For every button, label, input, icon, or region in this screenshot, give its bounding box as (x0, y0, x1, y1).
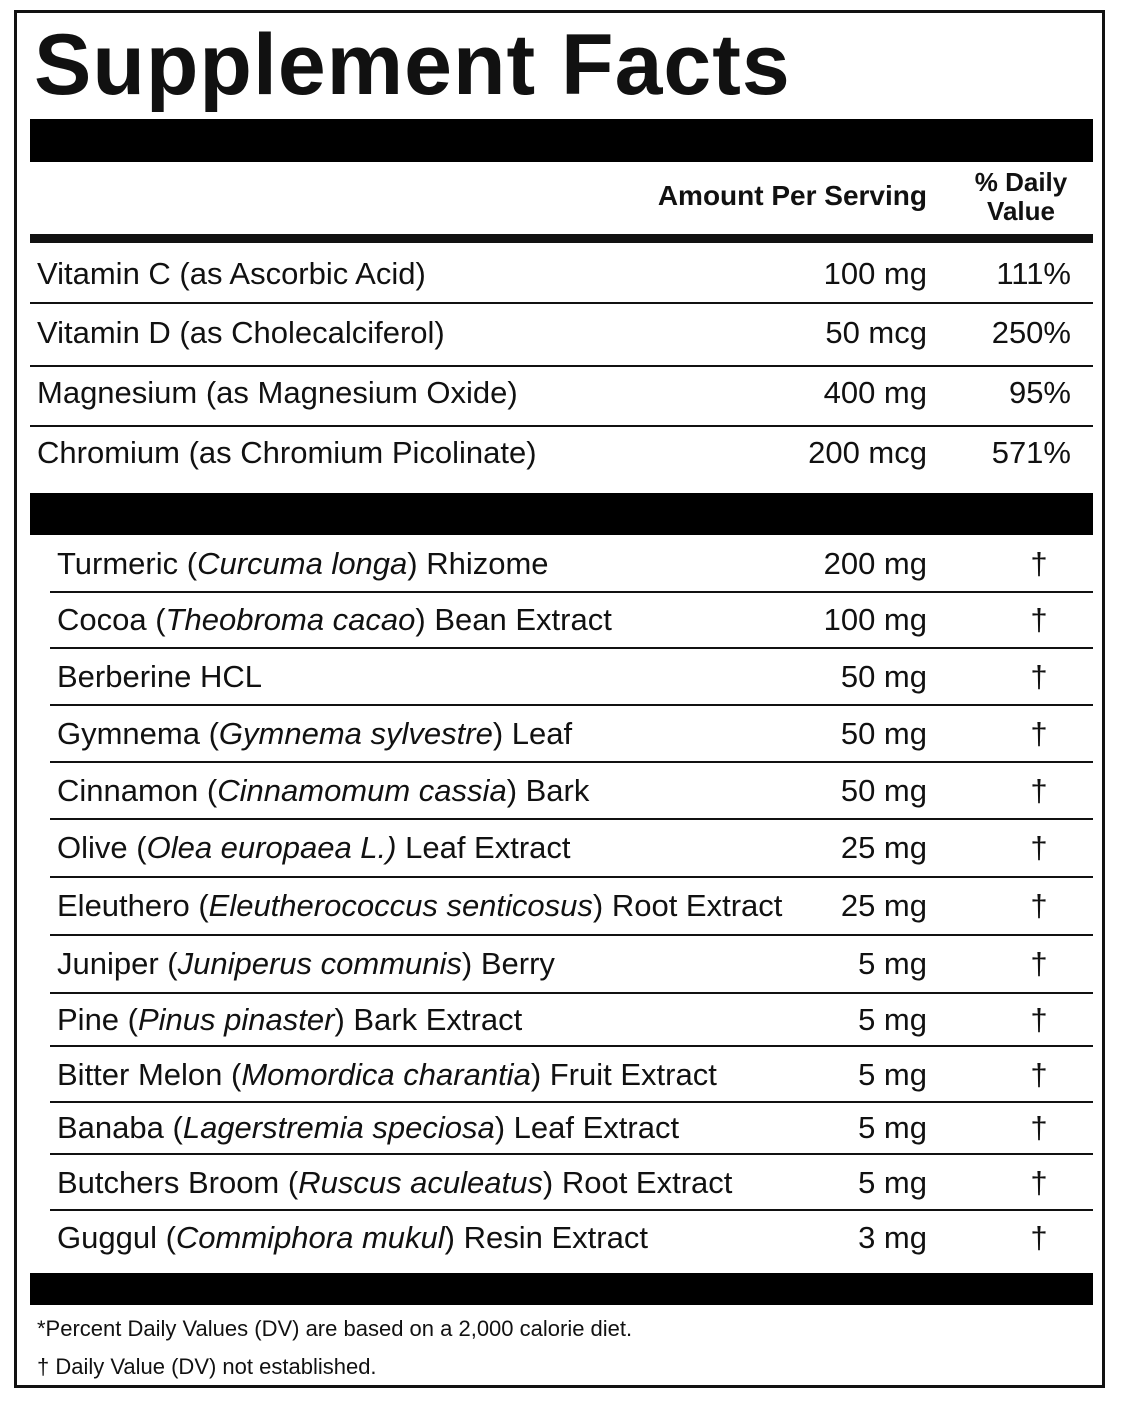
ingredient-name (57, 604, 612, 635)
ingredient-latin-name: Gymnema sylvestre (218, 716, 493, 751)
ingredient-amount: 50 mg (840, 659, 927, 694)
ingredient-name (57, 1004, 522, 1035)
ingredient-name (57, 1112, 679, 1143)
ingredient-common-name: Olive ( (57, 830, 147, 865)
amount-per-serving-header: Amount Per Serving (657, 180, 927, 211)
ingredient-latin-name: Curcuma longa (197, 546, 408, 581)
ingredient-daily-value: † (1030, 716, 1048, 751)
ingredient-amount: 5 mg (858, 1110, 927, 1145)
ingredient-daily-value: † (1030, 830, 1048, 865)
nutrient-amount: 400 mg (823, 375, 927, 410)
ingredient-part: Leaf Extract (396, 830, 571, 865)
ingredient-latin-name: Juniperus communis (177, 946, 462, 981)
ingredient-part: ) Leaf (492, 716, 573, 751)
ingredient-common-name: Cocoa ( (57, 602, 166, 637)
ingredient-amount: 3 mg (858, 1220, 927, 1255)
ingredient-latin-name: Pinus pinaster (137, 1002, 335, 1037)
ingredient-latin-name: Eleutherococcus senticosus (208, 888, 593, 923)
row-divider (50, 1153, 1093, 1155)
ingredient-common-name: Butchers Broom ( (57, 1165, 299, 1200)
ingredient-amount: 50 mg (840, 773, 927, 808)
ingredient-common-name: Cinnamon ( (57, 773, 218, 808)
ingredient-amount: 25 mg (840, 830, 927, 865)
nutrient-name: Vitamin C (as Ascorbic Acid) (37, 256, 426, 291)
ingredient-amount: 5 mg (858, 946, 927, 981)
ingredient-common-name: Eleuthero ( (57, 888, 209, 923)
row-divider (30, 365, 1093, 367)
ingredient-daily-value: † (1030, 1165, 1048, 1200)
ingredient-amount: 100 mg (823, 602, 927, 637)
ingredient-daily-value: † (1030, 659, 1048, 694)
row-divider (50, 934, 1093, 936)
row-divider (50, 818, 1093, 820)
nutrient-daily-value: 250% (991, 315, 1071, 350)
ingredient-latin-name: Momordica charantia (241, 1057, 531, 1092)
ingredient-daily-value: † (1030, 946, 1048, 981)
ingredient-name (57, 1222, 648, 1253)
ingredient-part: ) Bark (506, 773, 590, 808)
ingredient-part: ) Root Extract (592, 888, 783, 923)
ingredient-common-name: Gymnema ( (57, 716, 219, 751)
ingredient-name (57, 948, 555, 979)
ingredient-daily-value: † (1030, 602, 1048, 637)
ingredient-common-name: Guggul ( (57, 1220, 176, 1255)
ingredient-common-name: Pine ( (57, 1002, 138, 1037)
ingredient-latin-name: Commiphora mukul (175, 1220, 445, 1255)
row-divider (50, 761, 1093, 763)
row-divider (50, 1101, 1093, 1103)
row-divider (50, 876, 1093, 878)
ingredient-latin-name: Cinnamomum cassia (217, 773, 507, 808)
row-divider (50, 1209, 1093, 1211)
ingredient-part: ) Berry (461, 946, 555, 981)
ingredient-name (57, 832, 571, 863)
row-divider (50, 591, 1093, 593)
ingredient-name (57, 548, 549, 579)
ingredient-amount: 5 mg (858, 1165, 927, 1200)
ingredient-latin-name: Ruscus aculeatus (298, 1165, 543, 1200)
row-divider (30, 425, 1093, 427)
ingredient-part: ) Resin Extract (444, 1220, 648, 1255)
ingredient-common-name: Berberine HCL (57, 659, 263, 694)
ingredient-latin-name: Lagerstremia speciosa (182, 1110, 495, 1145)
ingredient-daily-value: † (1030, 773, 1048, 808)
bottom-bar (30, 1273, 1093, 1305)
ingredient-common-name: Juniper ( (57, 946, 178, 981)
nutrient-daily-value: 111% (996, 256, 1071, 291)
section-bar (30, 493, 1093, 535)
ingredient-amount: 200 mg (823, 546, 927, 581)
footnote-dagger: † Daily Value (DV) not established. (37, 1354, 377, 1379)
nutrient-daily-value: 571% (991, 435, 1071, 470)
ingredient-part: ) Root Extract (542, 1165, 733, 1200)
ingredient-common-name: Turmeric ( (57, 546, 198, 581)
nutrient-name: Chromium (as Chromium Picolinate) (37, 435, 537, 470)
ingredient-common-name: Banaba ( (57, 1110, 183, 1145)
ingredient-amount: 5 mg (858, 1057, 927, 1092)
ingredient-daily-value: † (1030, 1002, 1048, 1037)
row-divider (50, 647, 1093, 649)
nutrient-amount: 100 mg (823, 256, 927, 291)
row-divider (50, 1045, 1093, 1047)
ingredient-amount: 50 mg (840, 716, 927, 751)
nutrient-amount: 50 mcg (825, 315, 927, 350)
daily-value-header-line1: % Daily (974, 167, 1068, 197)
ingredient-amount: 25 mg (840, 888, 927, 923)
nutrient-name: Vitamin D (as Cholecalciferol) (37, 315, 445, 350)
ingredient-part: ) Rhizome (407, 546, 549, 581)
ingredient-daily-value: † (1030, 888, 1048, 923)
ingredient-daily-value: † (1030, 1220, 1048, 1255)
row-divider (50, 992, 1093, 994)
ingredient-part: ) Leaf Extract (494, 1110, 680, 1145)
nutrient-name: Magnesium (as Magnesium Oxide) (37, 375, 518, 410)
ingredient-part: ) Fruit Extract (530, 1057, 717, 1092)
ingredient-name (57, 890, 782, 921)
ingredient-daily-value: † (1030, 546, 1048, 581)
label-title: Supplement Facts (34, 17, 791, 113)
ingredient-name (57, 775, 589, 806)
footnote-percent-dv: *Percent Daily Values (DV) are based on a 2,000 calorie diet. (37, 1316, 633, 1341)
row-divider (50, 704, 1093, 706)
daily-value-header (966, 168, 1076, 225)
ingredient-amount: 5 mg (858, 1002, 927, 1037)
ingredient-part: ) Bean Extract (415, 602, 612, 637)
ingredient-name (57, 1167, 732, 1198)
ingredient-name (57, 1059, 717, 1090)
ingredient-name (57, 661, 262, 692)
nutrient-amount: 200 mcg (808, 435, 927, 470)
ingredient-name (57, 718, 572, 749)
daily-value-header-line2: Value (987, 195, 1055, 226)
ingredient-daily-value: † (1030, 1110, 1048, 1145)
ingredient-latin-name: Theobroma cacao (165, 602, 416, 637)
ingredient-latin-name: Olea europaea L.) (146, 830, 397, 865)
ingredient-part: ) Bark Extract (334, 1002, 523, 1037)
top-bar (30, 119, 1093, 162)
ingredient-daily-value: † (1030, 1057, 1048, 1092)
ingredient-common-name: Bitter Melon ( (57, 1057, 242, 1092)
row-divider (30, 302, 1093, 304)
header-rule (30, 234, 1093, 243)
nutrient-daily-value: 95% (1008, 375, 1071, 410)
